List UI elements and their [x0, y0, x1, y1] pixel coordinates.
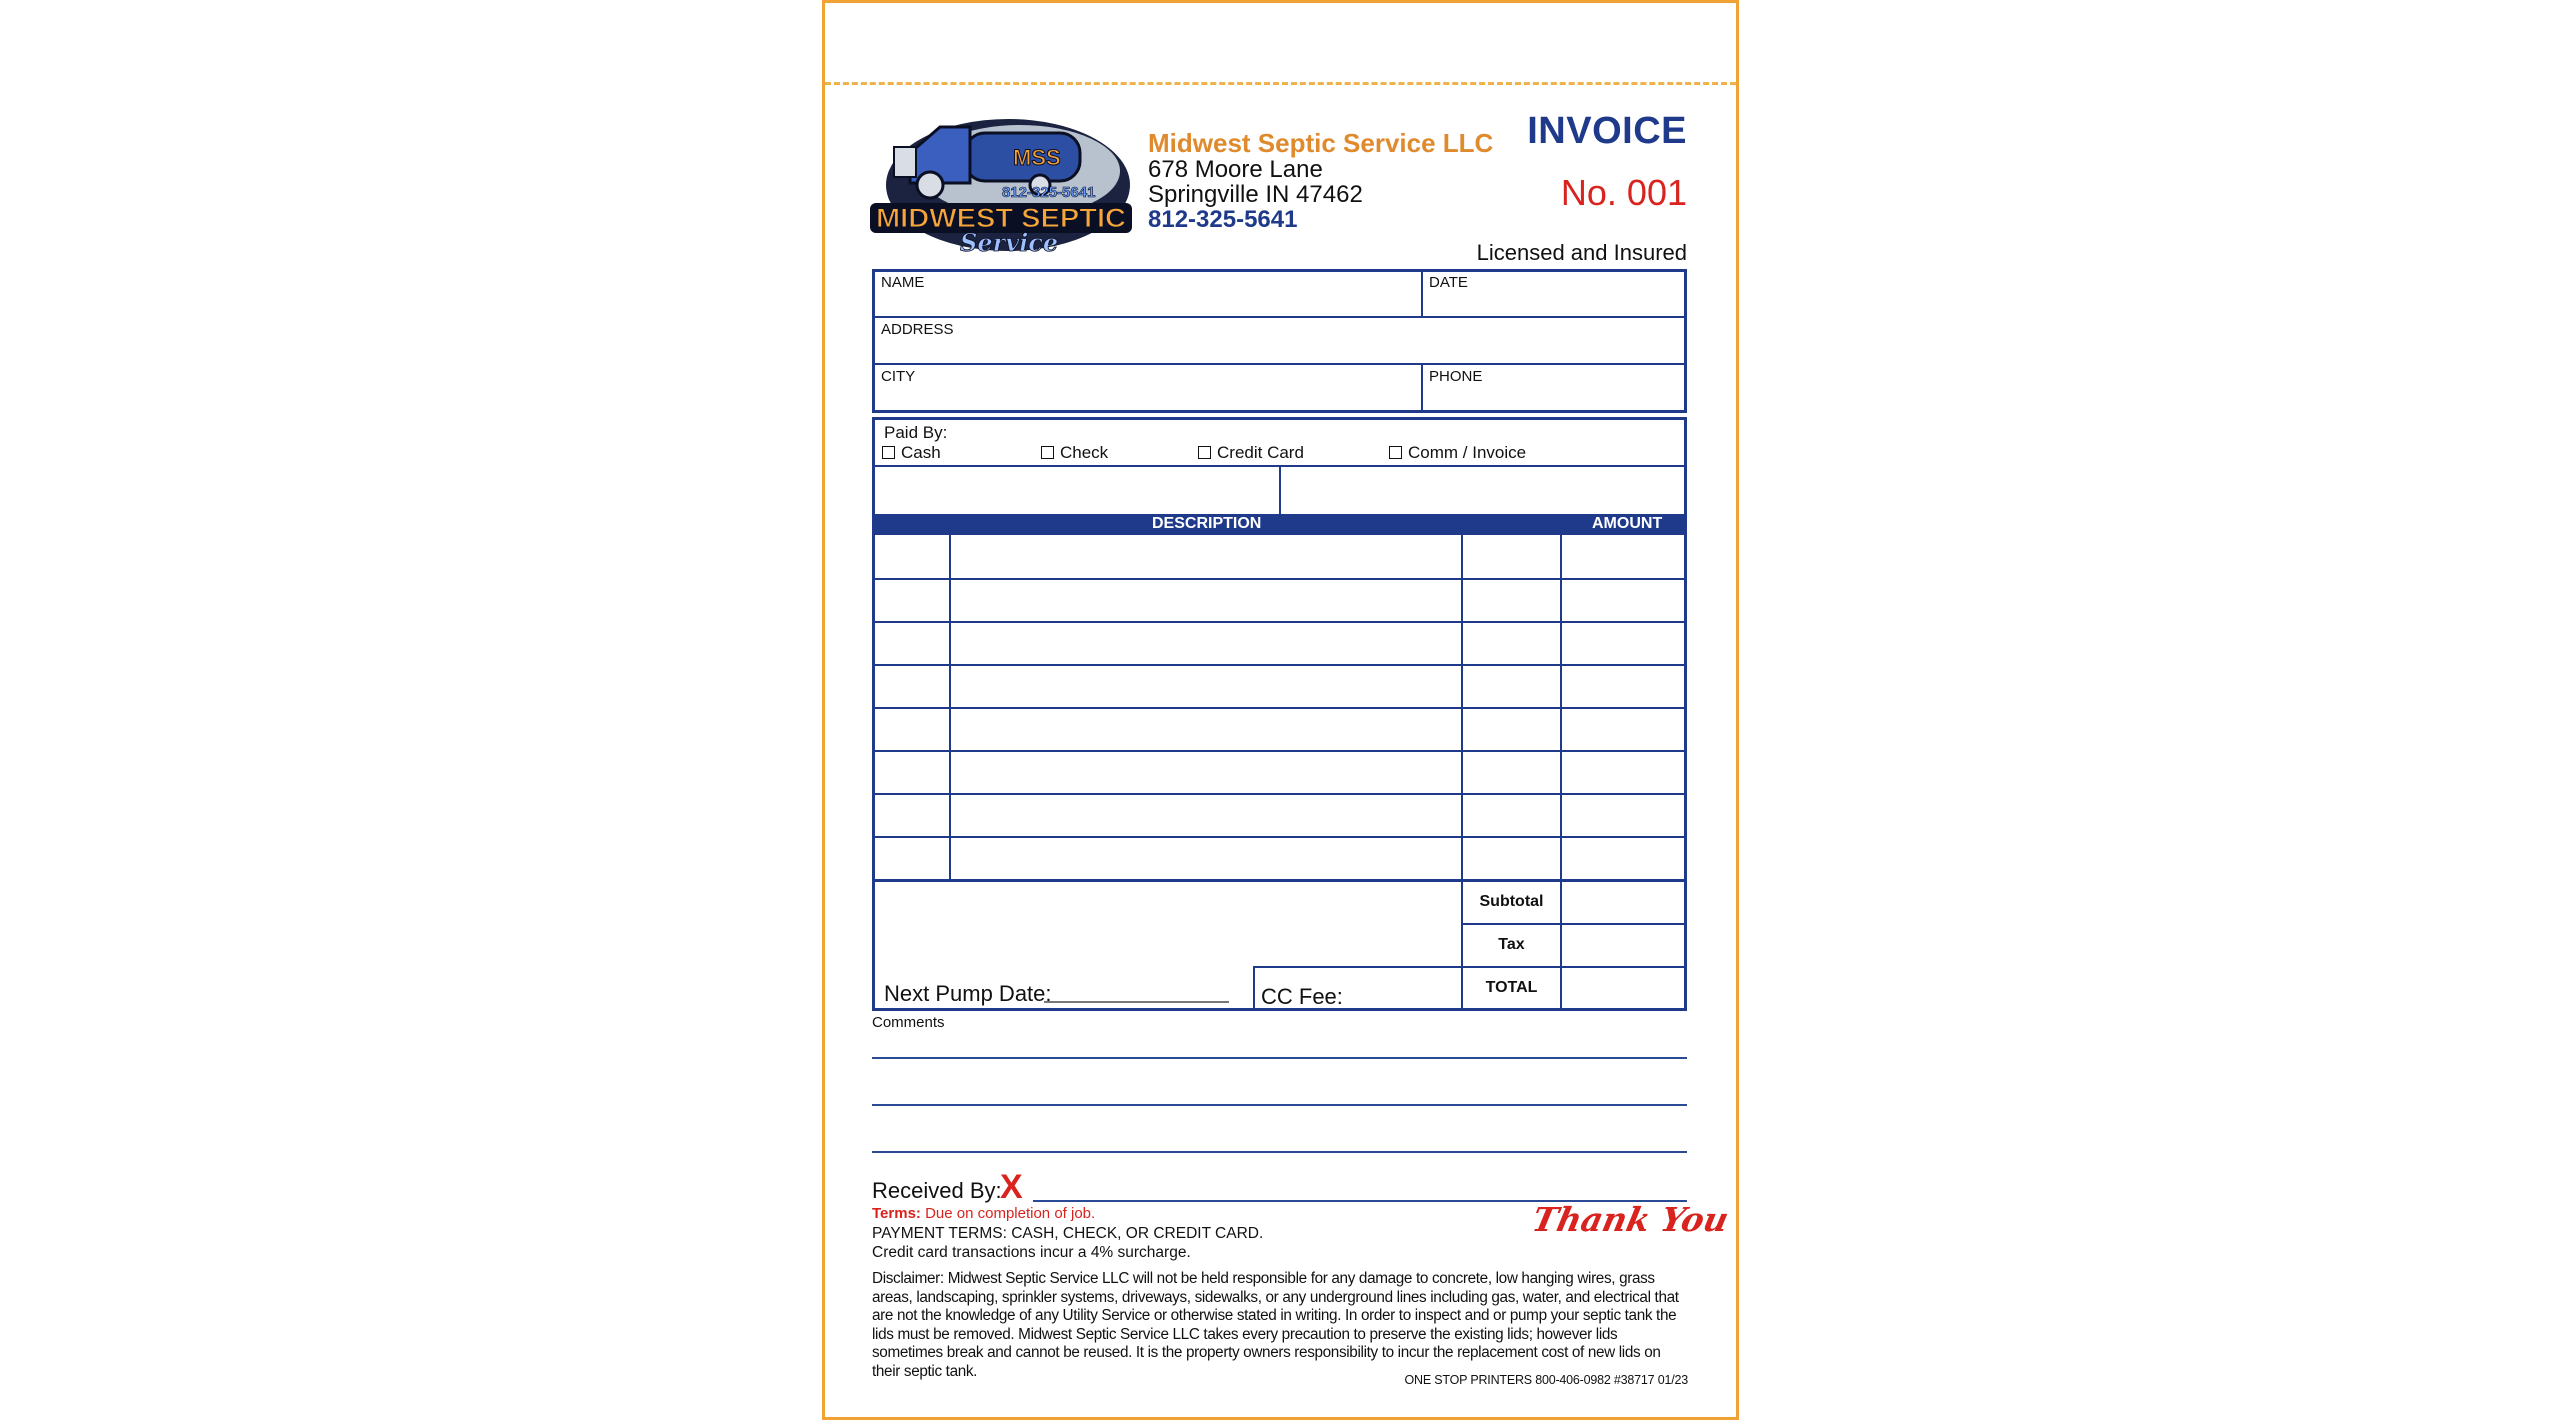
received-by-label: Received By: — [872, 1178, 1002, 1203]
cc-fee-divider — [1253, 966, 1255, 1010]
payment-detail-field-right[interactable] — [1281, 467, 1684, 513]
phone-field[interactable]: PHONE — [1429, 368, 1483, 385]
comment-line[interactable] — [872, 1057, 1687, 1059]
checkbox-check[interactable]: Check — [1041, 443, 1108, 463]
customer-info-box — [872, 269, 1687, 413]
total-label: TOTAL — [1485, 979, 1538, 996]
comment-line[interactable] — [872, 1104, 1687, 1106]
subtotal-amount-field[interactable] — [1563, 882, 1684, 922]
subtotal-label: Subtotal — [1479, 893, 1544, 910]
checkbox-comm-invoice[interactable]: Comm / Invoice — [1389, 443, 1526, 463]
table-row[interactable] — [951, 752, 1459, 792]
disclaimer-text: Disclaimer: Midwest Septic Service LLC will not be held responsible for any damage to concrete, low hanging wires, grass areas, landscaping, sprinkler systems, driveways, sidewalks, or any underground lines including gas, water, and electrical that are not the knowledge of any Utility Service or otherwise stated in writing. In order to inspect and or pump your septic tank the lids must be removed. Midwest Septic Service LLC takes every precaution to preserve the existing lids; however lids sometimes break and cannot be reused. It is the property owners responsibility to incur the replacement cost of new lids on their septic tank. — [872, 1270, 1679, 1380]
amount-header: AMOUNT — [1592, 515, 1663, 532]
signature-x-mark: X — [1000, 1168, 1023, 1206]
table-row[interactable] — [951, 580, 1459, 620]
next-pump-date-label: Next Pump Date: — [884, 981, 1052, 1006]
paid-by-label: Paid By: — [884, 423, 948, 442]
divider — [1421, 364, 1423, 412]
total-amount-field[interactable] — [1563, 968, 1684, 1008]
divider — [872, 316, 1687, 318]
checkbox-icon — [1198, 446, 1211, 459]
table-header-bar — [872, 514, 1687, 535]
tax-amount-field[interactable] — [1563, 925, 1684, 965]
name-field[interactable]: NAME — [881, 274, 925, 291]
checkbox-cash[interactable]: Cash — [882, 443, 941, 463]
table-row[interactable] — [951, 838, 1459, 878]
tax-label: Tax — [1498, 936, 1525, 953]
description-header: DESCRIPTION — [1152, 515, 1262, 532]
company-phone: 812-325-5641 — [1148, 206, 1298, 233]
table-row[interactable] — [951, 537, 1459, 577]
surcharge-note: Credit card transactions incur a 4% surcharge. — [872, 1244, 1191, 1261]
city-field[interactable]: CITY — [881, 368, 916, 385]
invoice-number: No. 001 — [1560, 172, 1687, 213]
divider — [1421, 269, 1423, 317]
printer-credit: ONE STOP PRINTERS 800-406-0982 #38717 01/23 — [1404, 1373, 1688, 1387]
checkbox-icon — [1041, 446, 1054, 459]
checkbox-credit-card[interactable]: Credit Card — [1198, 443, 1304, 463]
next-pump-date-field[interactable] — [1044, 1001, 1229, 1003]
cc-fee-label: CC Fee: — [1261, 984, 1343, 1009]
table-row[interactable] — [951, 623, 1459, 663]
table-row[interactable] — [951, 795, 1459, 835]
table-row[interactable] — [951, 709, 1459, 749]
divider — [872, 363, 1687, 365]
licensed-insured-label: Licensed and Insured — [1476, 240, 1687, 265]
svg-text:Service: Service — [960, 228, 1059, 253]
payment-terms: PAYMENT TERMS: CASH, CHECK, OR CREDIT CARD. — [872, 1225, 1264, 1242]
comments-label: Comments — [872, 1014, 945, 1031]
payment-detail-field-left[interactable] — [875, 467, 1278, 513]
company-address: 678 Moore Lane — [1148, 156, 1323, 183]
company-city: Springville IN 47462 — [1148, 181, 1363, 208]
terms-text: Terms: Due on completion of job. — [872, 1205, 1096, 1222]
perforation-line — [825, 82, 1736, 85]
table-row[interactable] — [951, 666, 1459, 706]
svg-text:MIDWEST SEPTIC: MIDWEST SEPTIC — [876, 203, 1126, 233]
company-name: Midwest Septic Service LLC — [1148, 128, 1494, 158]
checkbox-icon — [882, 446, 895, 459]
date-field[interactable]: DATE — [1429, 274, 1468, 291]
address-field[interactable]: ADDRESS — [881, 321, 954, 338]
comment-line[interactable] — [872, 1151, 1687, 1153]
svg-text:MSS: MSS — [1013, 145, 1061, 170]
invoice-title: INVOICE — [1527, 110, 1687, 152]
septic-truck-logo-icon — [870, 113, 1132, 253]
checkbox-icon — [1389, 446, 1402, 459]
svg-text:812-325-5641: 812-325-5641 — [1002, 184, 1096, 201]
thank-you-text: Thank You — [1528, 1200, 1733, 1239]
company-logo — [870, 113, 1132, 253]
